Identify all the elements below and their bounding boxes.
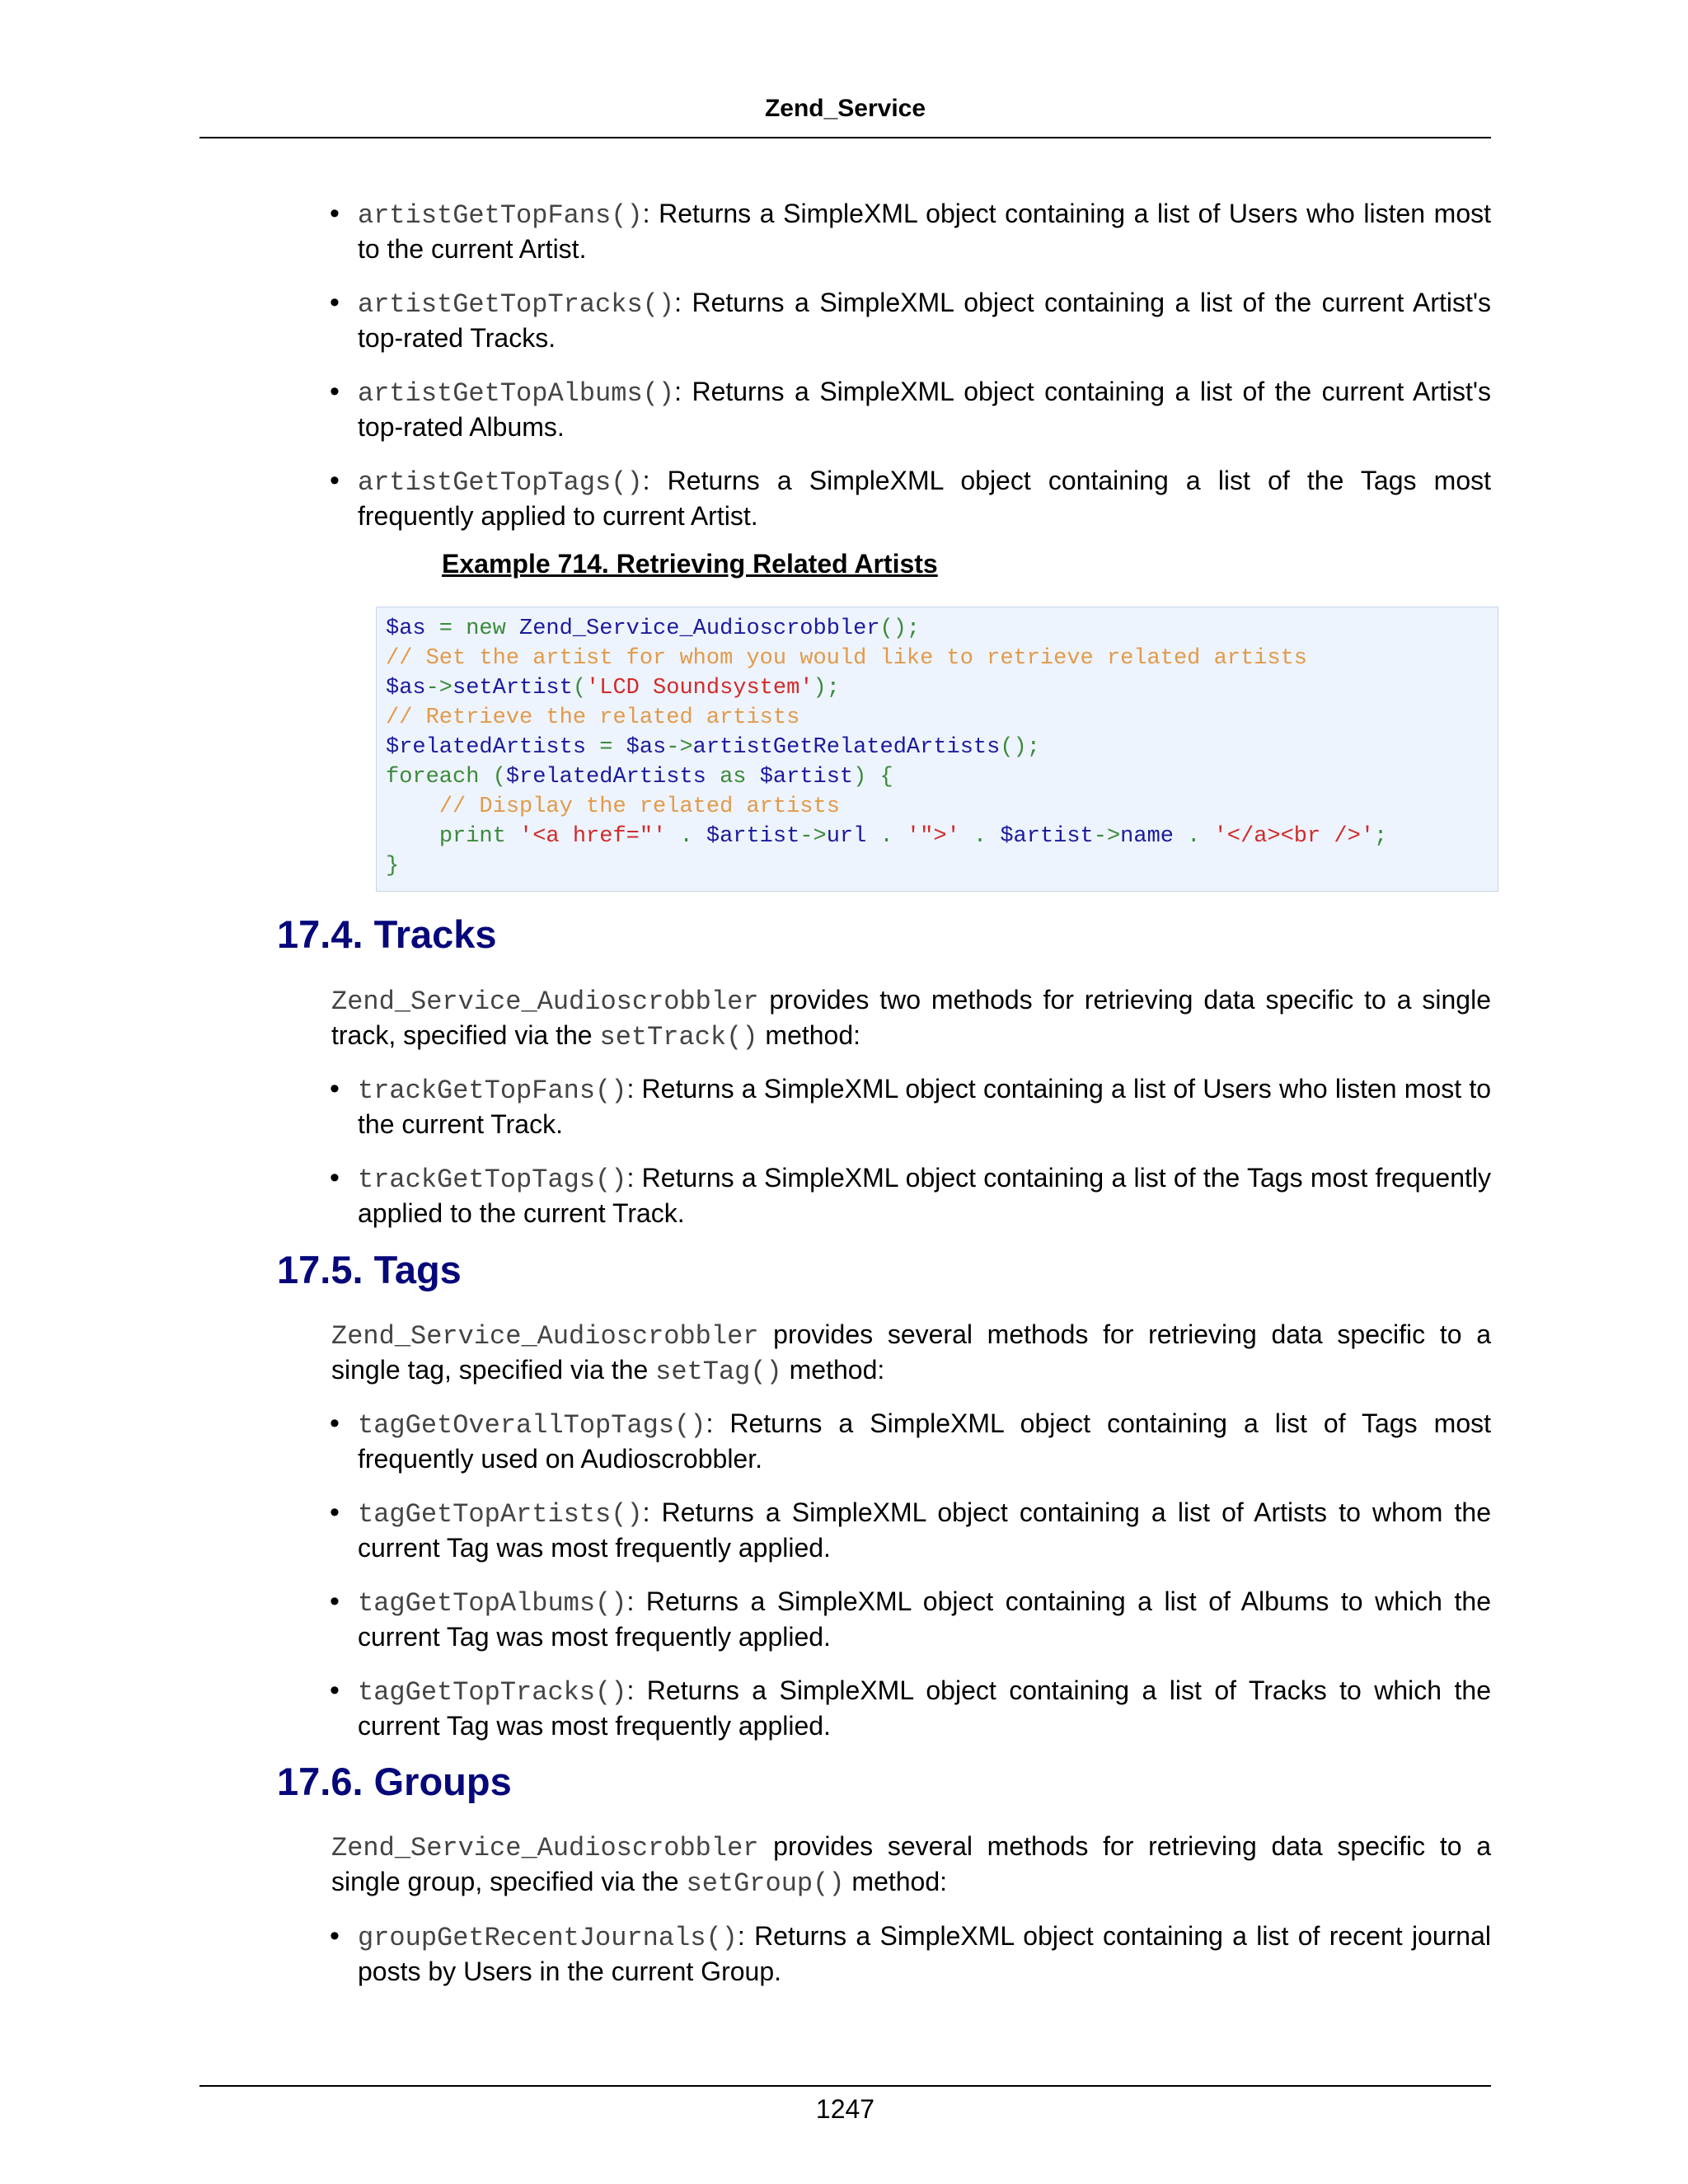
code-line: $relatedArtists = $as->artistGetRelatedArtists();: [386, 735, 1040, 760]
bullet: •: [330, 1408, 340, 1439]
item-description: : Returns a SimpleXML object containing a list of the current Artist's top-rated Albums.: [358, 377, 1491, 442]
item-description: : Returns a SimpleXML object containing a list of Users who listen most to the current Track.: [358, 1074, 1491, 1139]
item-description: : Returns a SimpleXML object containing a list of the Tags most frequently applied to current Artist.: [358, 466, 1491, 531]
list-item: [358, 1161, 1491, 1230]
method-name: artistGetTopTags(): [358, 467, 643, 498]
code-line: // Set the artist for whom you would like to retrieve related artists: [386, 646, 1307, 671]
code-line: foreach ($relatedArtists as $artist) {: [386, 765, 893, 790]
list-item: [358, 1585, 1491, 1653]
page-number: 1247: [815, 2094, 875, 2124]
bullet: •: [330, 1073, 340, 1104]
item-description: : Returns a SimpleXML object containing a list of the Tags most frequently applied to the current Track.: [358, 1163, 1491, 1228]
section-heading-tracks: 17.4. Tracks: [277, 912, 497, 956]
list-item: [358, 1674, 1491, 1742]
method-name: setTag(): [655, 1357, 782, 1387]
bullet: •: [330, 287, 340, 318]
item-description: : Returns a SimpleXML object containing a list of Tracks to which the current Tag was most frequently applied.: [358, 1675, 1491, 1741]
method-name: trackGetTopFans(): [358, 1076, 627, 1106]
list-item: [358, 1407, 1491, 1475]
method-name: artistGetTopAlbums(): [358, 378, 675, 409]
footer-rule: [199, 2085, 1491, 2087]
code-line: }: [386, 854, 400, 879]
bullet: •: [330, 1586, 340, 1617]
bullet: •: [330, 465, 340, 496]
method-name: trackGetTopTags(): [358, 1165, 627, 1195]
code-line: print '<a href="' . $artist->url . '">' . $artist->name . '</a><br />';: [438, 824, 1388, 849]
item-description: : Returns a SimpleXML object containing a list of Albums to which the current Tag was most frequently applied.: [358, 1586, 1491, 1652]
list-item: [358, 1919, 1491, 1988]
code-line: $as = new Zend_Service_Audioscrobbler();: [386, 616, 921, 641]
bullet: •: [330, 376, 340, 407]
method-name: artistGetTopTracks(): [358, 289, 675, 320]
item-description: : Returns a SimpleXML object containing a list of recent journal posts by Users in the current Group.: [358, 1921, 1491, 1986]
groups-intro: Zend_Service_Audioscrobbler provides several methods for retrieving data specific to a single group, specified via the setGroup() method:: [331, 1831, 1491, 1899]
method-name: tagGetTopArtists(): [358, 1499, 643, 1530]
list-item: [358, 1072, 1491, 1141]
code-block: [376, 607, 1498, 892]
item-description: : Returns a SimpleXML object containing a list of Artists to whom the current Tag was most frequently applied.: [358, 1497, 1491, 1563]
bullet: •: [330, 1162, 340, 1193]
item-description: : Returns a SimpleXML object containing a list of Users who listen most to the current Artist.: [358, 199, 1491, 264]
bullet: •: [330, 198, 340, 229]
list-item: [358, 1496, 1491, 1564]
header-rule: [199, 137, 1491, 138]
code-line: $as->setArtist('LCD Soundsystem');: [386, 676, 840, 701]
class-name: Zend_Service_Audioscrobbler: [331, 1833, 759, 1863]
method-name: setGroup(): [686, 1868, 845, 1899]
class-name: Zend_Service_Audioscrobbler: [331, 987, 759, 1017]
method-name: tagGetTopTracks(): [358, 1677, 627, 1708]
list-item: [358, 197, 1491, 265]
list-item: [358, 464, 1491, 532]
section-heading-groups: 17.6. Groups: [277, 1760, 512, 1803]
method-name: tagGetTopAlbums(): [358, 1588, 627, 1619]
bullet: •: [330, 1675, 340, 1706]
section-heading-tags: 17.5. Tags: [277, 1248, 462, 1291]
list-item: [358, 286, 1491, 354]
method-name: artistGetTopFans(): [358, 200, 643, 231]
list-item: [358, 375, 1491, 443]
bullet: •: [330, 1497, 340, 1528]
item-description: : Returns a SimpleXML object containing a list of the current Artist's top-rated Tracks.: [358, 288, 1491, 353]
item-description: : Returns a SimpleXML object containing a list of Tags most frequently used on Audioscrobbler.: [358, 1408, 1491, 1474]
method-name: tagGetOverallTopTags(): [358, 1410, 706, 1441]
method-name: groupGetRecentJournals(): [358, 1923, 738, 1953]
running-header: Zend_Service: [764, 95, 926, 122]
code-line: // Display the related artists: [438, 794, 840, 819]
method-name: setTrack(): [599, 1022, 758, 1052]
class-name: Zend_Service_Audioscrobbler: [331, 1321, 759, 1352]
code-line: // Retrieve the related artists: [386, 705, 800, 730]
bullet: •: [330, 1920, 340, 1952]
example-title: Example 714. Retrieving Related Artists: [442, 549, 938, 579]
tracks-intro: Zend_Service_Audioscrobbler provides two methods for retrieving data specific to a single track, specified via the setTrack() method:: [331, 985, 1491, 1052]
tags-intro: Zend_Service_Audioscrobbler provides several methods for retrieving data specific to a single tag, specified via the setTag() method:: [331, 1319, 1491, 1387]
